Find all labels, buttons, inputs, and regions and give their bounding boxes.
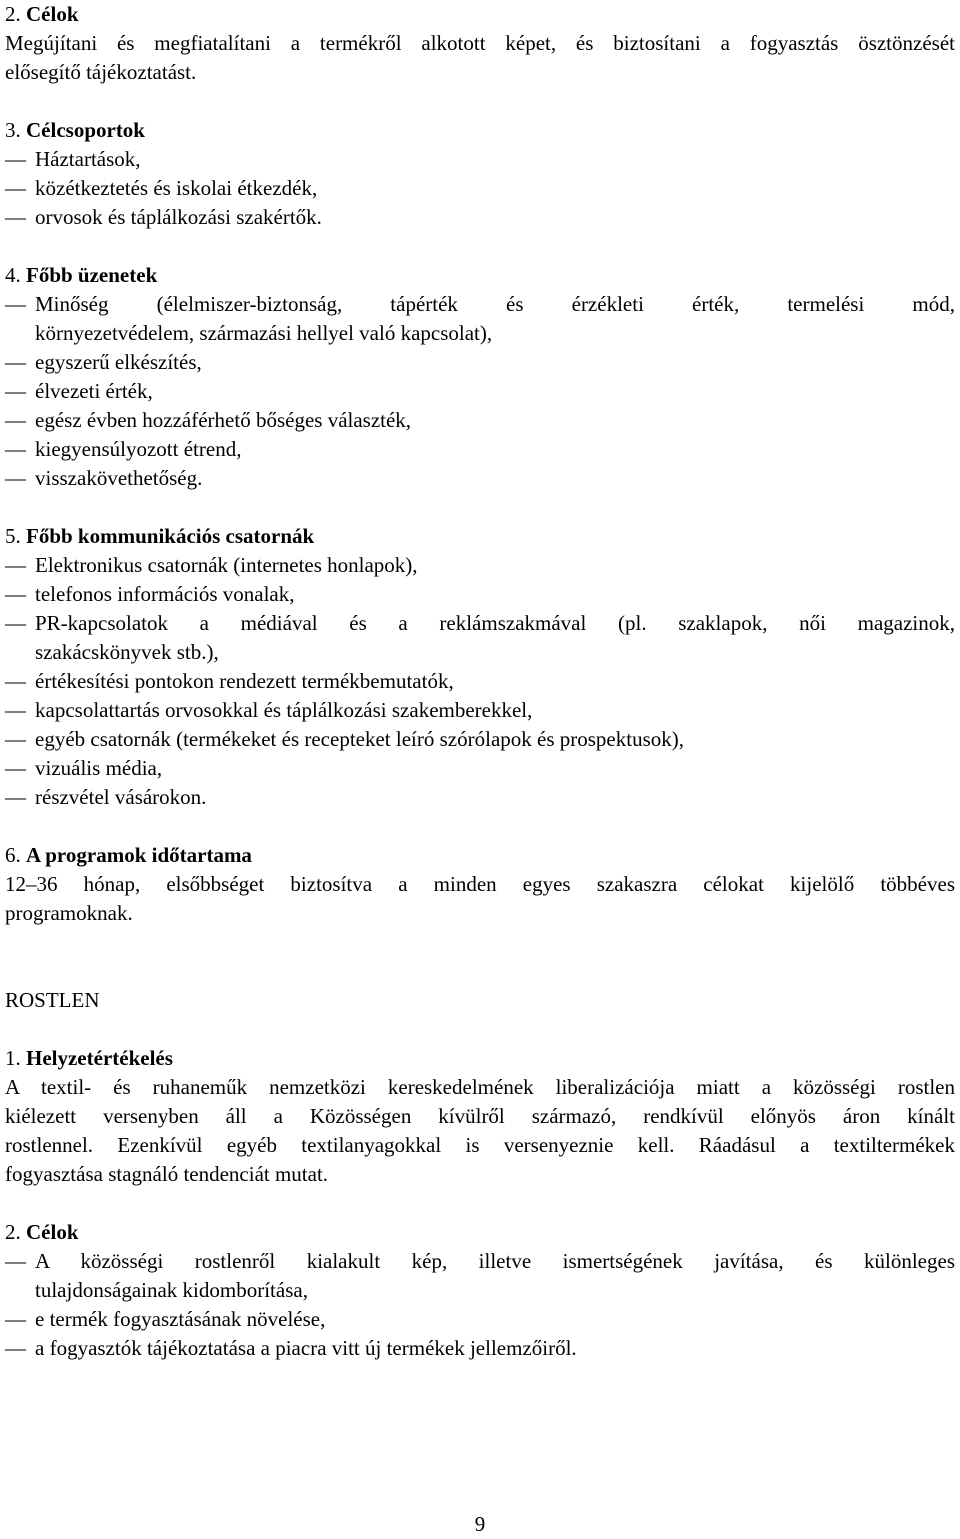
list-item — [5, 464, 955, 493]
section-number: 3. — [5, 118, 21, 142]
dash-bullet: — — [5, 785, 26, 809]
list-item-text: részvétel vásárokon. — [35, 785, 207, 809]
section-title: Célok — [26, 2, 79, 26]
paragraph-line: programoknak. — [5, 901, 133, 925]
dash-bullet: — — [5, 611, 26, 635]
section-4-heading — [5, 261, 955, 290]
section-title: Célcsoportok — [26, 118, 145, 142]
dash-bullet: — — [5, 437, 26, 461]
paragraph-line: rostlennel. Ezenkívül egyéb textilanyagokkal is versenyeznie kell. Ráadásul a textiltermékek — [5, 1133, 955, 1157]
section-number: 1. — [5, 1046, 21, 1070]
dash-bullet: — — [5, 205, 26, 229]
section-title: Főbb kommunikációs csatornák — [26, 524, 315, 548]
dash-bullet: — — [5, 147, 26, 171]
section-number: 6. — [5, 843, 21, 867]
list-item-text: egyszerű elkészítés, — [35, 350, 202, 374]
list-item-text: egész évben hozzáférhető bőséges választék, — [35, 408, 412, 432]
dash-bullet: — — [5, 756, 26, 780]
paragraph-line: 12–36 hónap, elsőbbséget biztosítva a minden egyes szakaszra célokat kijelölő többéves — [5, 872, 955, 896]
paragraph-line: kiélezett versenyben áll a Közösségen kívülről származó, rendkívül előnyös áron kínált — [5, 1104, 955, 1128]
list-item — [5, 174, 955, 203]
section-2-heading — [5, 0, 955, 29]
dash-bullet: — — [5, 466, 26, 490]
list-item-text: e termék fogyasztásának növelése, — [35, 1307, 326, 1331]
dash-bullet: — — [5, 582, 26, 606]
document-page — [5, 0, 955, 1363]
product-heading: ROSTLEN — [5, 988, 100, 1012]
rostlen-section-2-heading — [5, 1218, 955, 1247]
list-item — [5, 1247, 955, 1276]
paragraph-line: A textil- és ruhaneműk nemzetközi kereskedelmének liberalizációja miatt a közösségi rostlen — [5, 1075, 955, 1099]
section-6-heading — [5, 841, 955, 870]
list-item-continuation: szakácskönyvek stb.), — [35, 640, 219, 664]
list-item-text: Minőség (élelmiszer-biztonság, tápérték és érzékleti érték, termelési mód, — [35, 292, 955, 316]
list-item — [5, 609, 955, 638]
list-item-text: Háztartások, — [35, 147, 141, 171]
list-item-text: PR-kapcsolatok a médiával és a reklámszakmával (pl. szaklapok, női magazinok, — [35, 611, 955, 635]
list-item-text: egyéb csatornák (termékeket és recepteket leíró szórólapok és prospektusok), — [35, 727, 684, 751]
dash-bullet: — — [5, 1249, 26, 1273]
dash-bullet: — — [5, 176, 26, 200]
paragraph-line: fogyasztása stagnáló tendenciát mutat. — [5, 1162, 329, 1186]
list-item — [5, 290, 955, 319]
section-number: 4. — [5, 263, 21, 287]
list-item-text: kapcsolattartás orvosokkal és táplálkozási szakemberekkel, — [35, 698, 533, 722]
list-item-text: a fogyasztók tájékoztatása a piacra vitt új termékek jellemzőiről. — [35, 1336, 577, 1360]
list-item — [5, 435, 955, 464]
section-title: A programok időtartama — [26, 843, 252, 867]
list-item — [5, 783, 955, 812]
dash-bullet: — — [5, 553, 26, 577]
list-item — [5, 551, 955, 580]
list-item — [5, 667, 955, 696]
list-item-continuation: tulajdonságainak kidomborítása, — [35, 1278, 308, 1302]
dash-bullet: — — [5, 727, 26, 751]
list-item-text: orvosok és táplálkozási szakértők. — [35, 205, 322, 229]
list-item-text: telefonos információs vonalak, — [35, 582, 295, 606]
section-title: Főbb üzenetek — [26, 263, 158, 287]
section-title: Célok — [26, 1220, 79, 1244]
list-item — [5, 348, 955, 377]
section-title: Helyzetértékelés — [26, 1046, 173, 1070]
list-item — [5, 1334, 955, 1363]
list-item-text: élvezeti érték, — [35, 379, 153, 403]
dash-bullet: — — [5, 1336, 26, 1360]
list-item — [5, 377, 955, 406]
dash-bullet: — — [5, 698, 26, 722]
list-item — [5, 580, 955, 609]
section-number: 2. — [5, 2, 21, 26]
section-5-heading — [5, 522, 955, 551]
list-item — [5, 696, 955, 725]
list-item — [5, 406, 955, 435]
list-item — [5, 203, 955, 232]
dash-bullet: — — [5, 669, 26, 693]
section-3-heading — [5, 116, 955, 145]
list-item — [5, 754, 955, 783]
list-item-text: értékesítési pontokon rendezett termékbemutatók, — [35, 669, 454, 693]
list-item — [5, 725, 955, 754]
list-item-text: visszakövethetőség. — [35, 466, 203, 490]
page-number: 9 — [474, 1512, 486, 1536]
list-item-text: A közösségi rostlenről kialakult kép, illetve ismertségének javítása, és különleges — [35, 1249, 955, 1273]
list-item — [5, 1305, 955, 1334]
section-number: 2. — [5, 1220, 21, 1244]
list-item — [5, 145, 955, 174]
list-item-text: közétkeztetés és iskolai étkezdék, — [35, 176, 318, 200]
section-number: 5. — [5, 524, 21, 548]
paragraph-line: elősegítő tájékoztatást. — [5, 60, 197, 84]
rostlen-section-1-heading — [5, 1044, 955, 1073]
list-item-continuation: környezetvédelem, származási hellyel való kapcsolat), — [35, 321, 493, 345]
list-item-text: vizuális média, — [35, 756, 163, 780]
dash-bullet: — — [5, 1307, 26, 1331]
dash-bullet: — — [5, 379, 26, 403]
list-item-text: Elektronikus csatornák (internetes honlapok), — [35, 553, 418, 577]
dash-bullet: — — [5, 408, 26, 432]
paragraph-line: Megújítani és megfiatalítani a termékről alkotott képet, és biztosítani a fogyasztás ösztönzését — [5, 31, 955, 55]
list-item-text: kiegyensúlyozott étrend, — [35, 437, 242, 461]
dash-bullet: — — [5, 350, 26, 374]
dash-bullet: — — [5, 292, 26, 316]
